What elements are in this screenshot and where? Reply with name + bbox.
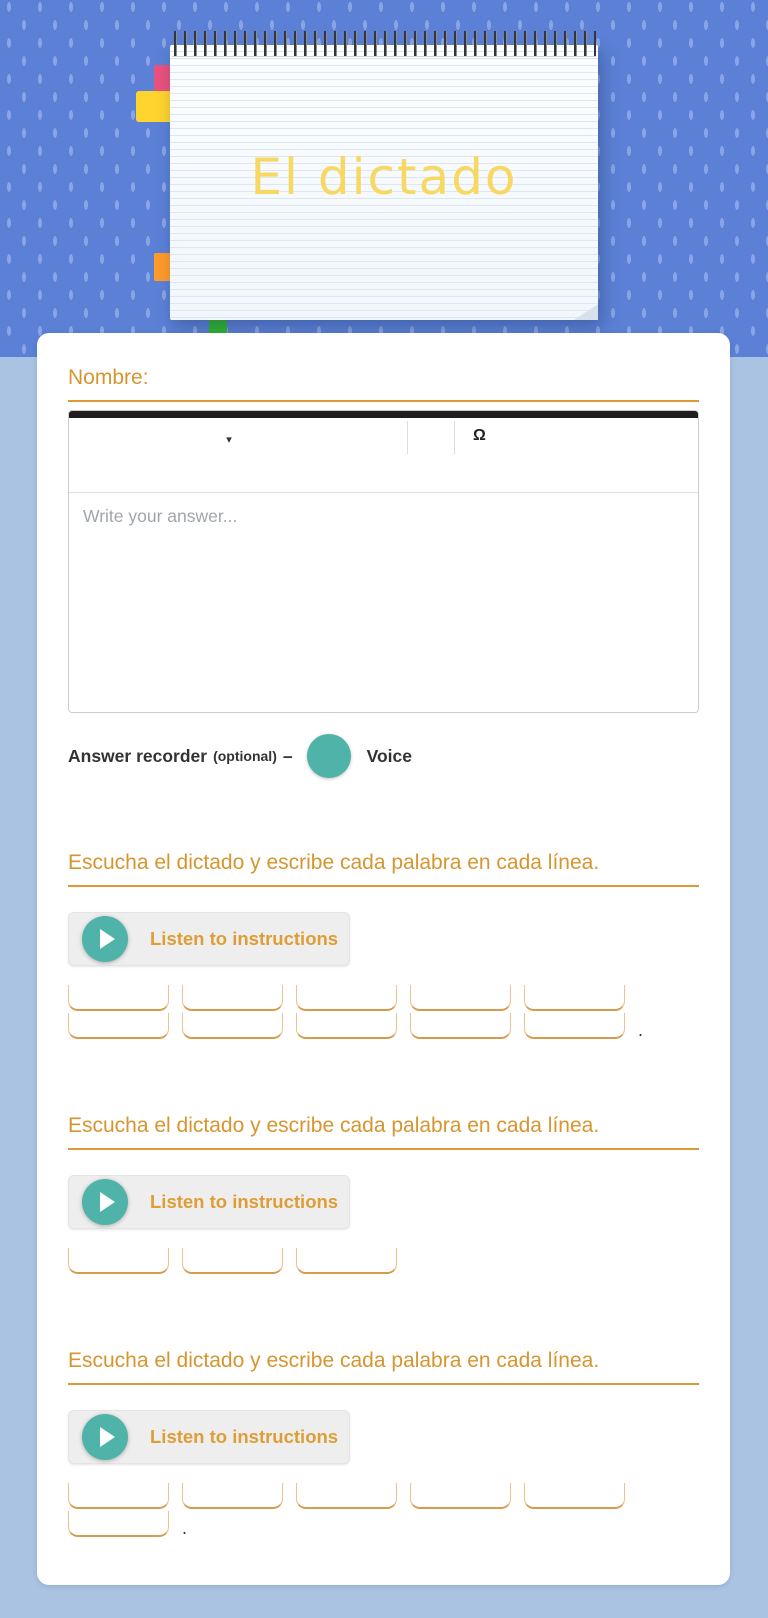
answer-blank-input[interactable] xyxy=(68,1511,169,1537)
listen-to-instructions-button[interactable] xyxy=(68,912,350,966)
answer-blank-input[interactable] xyxy=(524,1013,625,1039)
sentence-period: . xyxy=(182,1518,188,1538)
listen-to-instructions-button[interactable] xyxy=(68,1175,350,1229)
name-label: Nombre: xyxy=(68,366,149,389)
answer-blank-input[interactable] xyxy=(296,1013,397,1039)
answer-blank-input[interactable] xyxy=(182,1013,283,1039)
dictation-section xyxy=(68,1347,699,1539)
section-underline xyxy=(68,1383,699,1385)
section-underline xyxy=(68,885,699,887)
listen-button-label: Listen to instructions xyxy=(150,1191,339,1212)
spiral-binding-icon xyxy=(172,31,596,57)
editor-toolbar xyxy=(69,418,698,493)
answer-blank-input[interactable] xyxy=(296,1483,397,1509)
notebook-graphic xyxy=(170,31,598,320)
answer-blank-input[interactable] xyxy=(410,1013,511,1039)
worksheet-title: El dictado xyxy=(250,148,518,206)
section-heading: Escucha el dictado y escribe cada palabra en cada línea. xyxy=(68,1349,600,1372)
listen-to-instructions-button[interactable] xyxy=(68,1410,350,1464)
play-icon xyxy=(82,916,128,962)
rich-text-editor xyxy=(68,410,699,713)
caret-down-icon: ▾ xyxy=(226,433,232,446)
answer-textarea[interactable] xyxy=(69,493,698,712)
listen-button-label: Listen to instructions xyxy=(150,928,339,949)
worksheet-header xyxy=(0,0,768,357)
answer-recorder-label: Answer recorder xyxy=(68,745,208,766)
answer-blank-input[interactable] xyxy=(296,985,397,1011)
answer-blank-input[interactable] xyxy=(68,1013,169,1039)
notebook-paper xyxy=(170,45,598,320)
answer-blanks xyxy=(68,985,699,1041)
answer-blank-input[interactable] xyxy=(68,985,169,1011)
voice-record-button[interactable] xyxy=(307,734,351,778)
dictation-sections xyxy=(68,849,699,1539)
name-question xyxy=(68,365,699,778)
name-underline xyxy=(68,400,699,402)
voice-label: Voice xyxy=(366,745,412,766)
answer-blanks xyxy=(68,1248,699,1276)
section-heading: Escucha el dictado y escribe cada palabra en cada línea. xyxy=(68,1114,600,1137)
play-icon xyxy=(82,1179,128,1225)
sentence-period: . xyxy=(638,1020,644,1040)
dash-separator: – xyxy=(282,745,293,766)
answer-recorder-row xyxy=(68,734,699,778)
answer-blank-input[interactable] xyxy=(410,985,511,1011)
format-dropdown-button[interactable] xyxy=(214,428,244,450)
optional-label: (optional) xyxy=(213,748,277,764)
section-heading: Escucha el dictado y escribe cada palabra en cada línea. xyxy=(68,851,600,874)
answer-blank-input[interactable] xyxy=(182,1248,283,1274)
worksheet-card xyxy=(37,333,730,1585)
play-icon xyxy=(82,1414,128,1460)
answer-blank-input[interactable] xyxy=(296,1248,397,1274)
answer-blanks xyxy=(68,1483,699,1539)
listen-button-label: Listen to instructions xyxy=(150,1426,339,1447)
answer-blank-input[interactable] xyxy=(68,1483,169,1509)
dictation-section xyxy=(68,849,699,1041)
answer-blank-input[interactable] xyxy=(524,985,625,1011)
special-character-button[interactable]: Ω xyxy=(467,425,492,447)
toolbar-divider xyxy=(407,421,408,454)
toolbar-divider xyxy=(454,421,455,454)
section-underline xyxy=(68,1148,699,1150)
answer-blank-input[interactable] xyxy=(182,1483,283,1509)
editor-top-bar xyxy=(69,411,698,418)
answer-blank-input[interactable] xyxy=(68,1248,169,1274)
answer-blank-input[interactable] xyxy=(410,1483,511,1509)
answer-blank-input[interactable] xyxy=(182,985,283,1011)
dictation-section xyxy=(68,1112,699,1276)
answer-blank-input[interactable] xyxy=(524,1483,625,1509)
